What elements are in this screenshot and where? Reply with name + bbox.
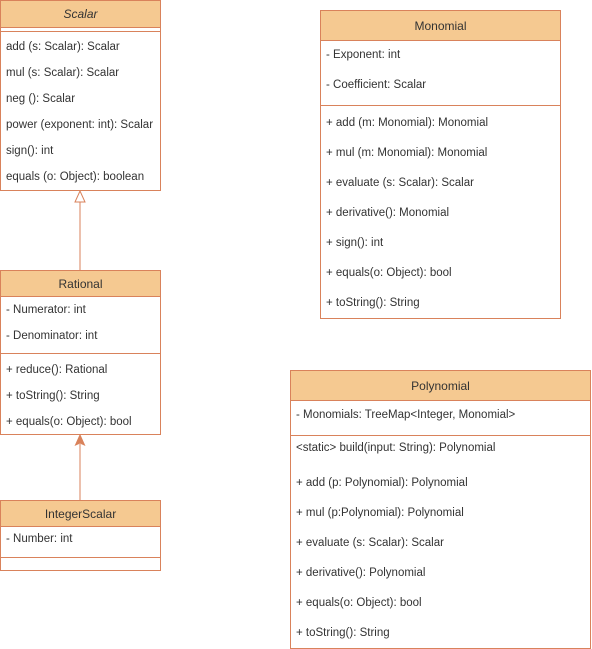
method-row: + mul (p:Polynomial): Polynomial [296,507,464,519]
attribute-row: - Numerator: int [6,304,86,316]
method-row: + equals(o: Object): bool [296,597,422,609]
method-row: + add (m: Monomial): Monomial [326,117,489,129]
attribute-row: - Exponent: int [326,49,401,61]
method-row: + sign(): int [326,237,384,249]
class-scalar-header: Scalar [1,1,160,28]
method-row: + add (p: Polynomial): Polynomial [296,477,468,489]
method-row: + reduce(): Rational [6,364,108,376]
method-row: add (s: Scalar): Scalar [6,41,120,53]
method-row: + derivative(): Monomial [326,207,450,219]
class-polynomial[interactable] [290,370,591,649]
class-scalar-attributes [1,28,160,31]
class-integer-scalar-methods [1,558,160,570]
class-monomial-header: Monomial [321,11,560,41]
class-integer-scalar-header: IntegerScalar [1,501,160,527]
method-row: + derivative(): Polynomial [296,567,426,579]
method-row: <static> build(input: String): Polynomial [296,442,496,454]
attribute-row: - Monomials: TreeMap<Integer, Monomial> [296,409,516,421]
class-rational-methods [1,354,160,434]
class-integer-scalar-attributes [1,527,160,557]
attribute-row: - Denominator: int [6,330,98,342]
method-row: neg (): Scalar [6,93,76,105]
class-rational-header: Rational [1,271,160,297]
class-rational-attributes [1,297,160,353]
class-polynomial-methods [291,436,590,648]
method-row: + evaluate (s: Scalar): Scalar [296,537,444,549]
method-row: mul (s: Scalar): Scalar [6,67,120,79]
attribute-row: - Coefficient: Scalar [326,79,427,91]
class-monomial-attributes [321,41,560,105]
class-polynomial-attributes [291,401,590,435]
method-row: + evaluate (s: Scalar): Scalar [326,177,474,189]
realization-arrowhead [75,191,85,202]
method-row: power (exponent: int): Scalar [6,119,154,131]
method-row: + mul (m: Monomial): Monomial [326,147,488,159]
class-scalar-methods [1,32,160,190]
method-row: + toString(): String [326,297,420,309]
class-polynomial-header: Polynomial [291,371,590,401]
class-monomial-methods [321,106,560,318]
method-row: + equals(o: Object): bool [326,267,452,279]
attribute-row: - Number: int [6,533,73,545]
association-arrowhead [76,435,85,445]
class-rational[interactable] [0,270,161,435]
class-monomial[interactable] [320,10,561,319]
method-row: + toString(): String [296,627,390,639]
method-row: + toString(): String [6,390,100,402]
method-row: sign(): int [6,145,54,157]
class-integer-scalar[interactable] [0,500,161,571]
method-row: + equals(o: Object): bool [6,416,132,428]
class-scalar[interactable] [0,0,161,191]
method-row: equals (o: Object): boolean [6,171,145,183]
